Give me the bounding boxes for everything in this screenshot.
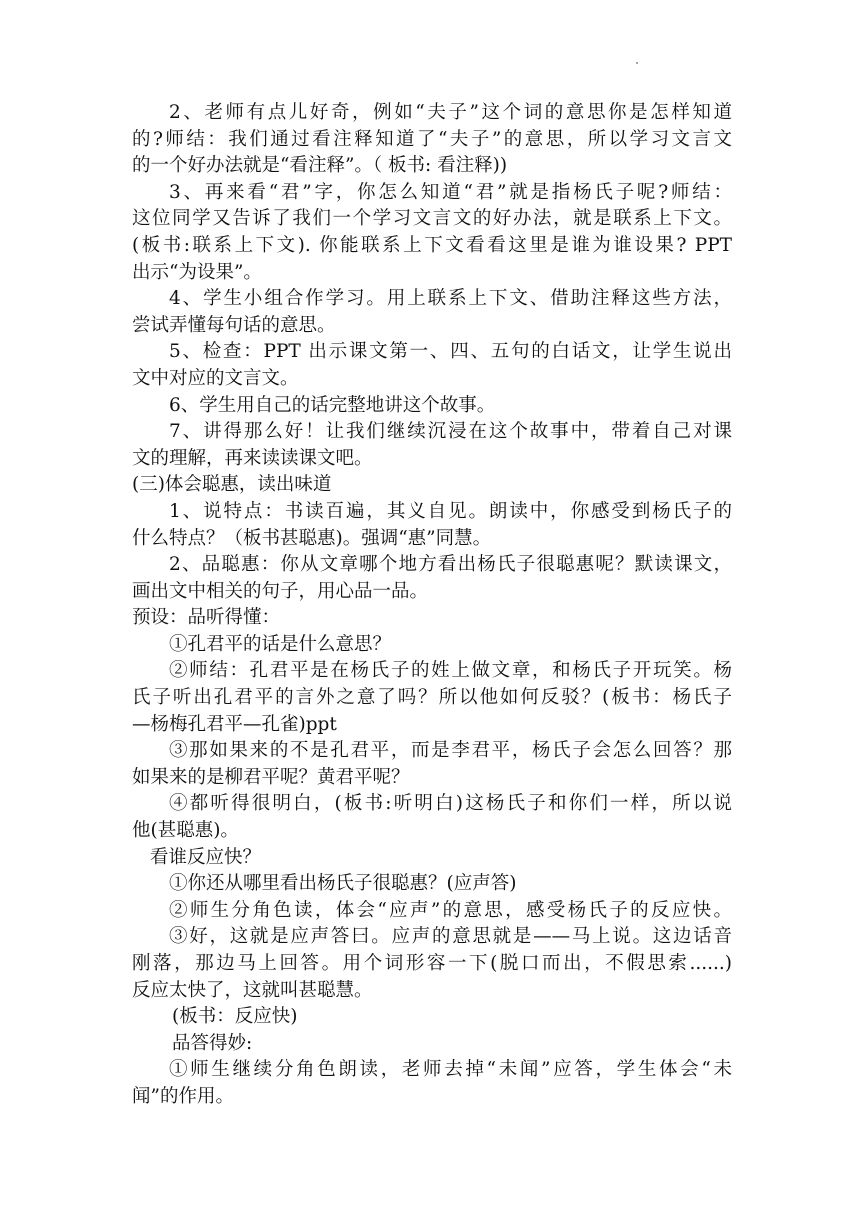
paragraph-line: (板书：反应快)	[172, 1006, 298, 1028]
paragraph-line: 反应太快了，这就叫甚聪慧。	[132, 979, 373, 1001]
paragraph-line: 预设：品听得懂：	[132, 607, 281, 629]
paragraph-line: 品答得妙:	[172, 1032, 253, 1054]
paragraph-line: 尝试弄懂每句话的意思。	[132, 314, 336, 336]
paragraph-line: ③好，这就是应声答曰。应声的意思就是——马上说。这边话音	[169, 926, 732, 948]
paragraph-line: (板书:联系上下文). 你能联系上下文看看这里是谁为谁设果? PPT	[132, 234, 732, 256]
paragraph-line: 4、学生小组合作学习。用上联系上下文、借助注释这些方法，	[169, 288, 732, 310]
paragraph-line: 7、讲得那么好！让我们继续沉浸在这个故事中，带着自己对课	[169, 421, 732, 443]
paragraph-line: ②师结：孔君平是在杨氏子的姓上做文章，和杨氏子开玩笑。杨	[169, 660, 732, 682]
paragraph-line: ③那如果来的不是孔君平，而是李君平，杨氏子会怎么回答？那	[169, 740, 732, 762]
paragraph-line: 6、学生用自己的话完整地讲这个故事。	[169, 394, 496, 416]
paragraph-line: 2、老师有点儿好奇，例如“夫子”这个词的意思你是怎样知道	[169, 102, 732, 123]
paragraph-line: 的一个好办法就是“看注释”。（ 板书: 看注释))	[132, 155, 508, 177]
paragraph-line: 什么特点？（板书甚聪惠)。强调“惠”同慧。	[132, 527, 492, 549]
paragraph-line: 文中对应的文言文。	[132, 367, 299, 389]
paragraph-line: 他(甚聪惠)。	[132, 820, 239, 842]
paragraph-line: —杨梅孔君平—孔雀)ppt	[132, 713, 337, 735]
paragraph-line: 画出文中相关的句子，用心品一品。	[132, 580, 429, 602]
page-dot	[636, 62, 638, 64]
paragraph-line: ①孔君平的话是什么意思？	[169, 633, 392, 655]
paragraph-line: 看谁反应快？	[150, 846, 262, 868]
paragraph-line: 如果来的是柳君平呢？黄君平呢？	[132, 766, 410, 788]
paragraph-line: 3、再来看“君”字，你怎么知道“君”就是指杨氏子呢?师结：	[169, 181, 732, 203]
paragraph-line: 1、说特点：书读百遍，其义自见。朗读中，你感受到杨氏子的	[169, 500, 732, 522]
paragraph-line: ①你还从哪里看出杨氏子很聪惠？(应声答)	[169, 873, 517, 895]
paragraph-line: 氏子听出孔君平的言外之意了吗？所以他如何反驳？(板书：杨氏子	[132, 687, 732, 709]
paragraph-line: ④都听得很明白，(板书:听明白)这杨氏子和你们一样，所以说	[169, 793, 732, 815]
paragraph-line: ②师生分角色读，体会“应声”的意思，感受杨氏子的反应快。	[169, 899, 732, 921]
paragraph-line: 这位同学又告诉了我们一个学习文言文的好办法，就是联系上下文。	[132, 208, 732, 230]
paragraph-line: 闻”的作用。	[132, 1085, 234, 1107]
paragraph-line: 2、品聪惠：你从文章哪个地方看出杨氏子很聪惠呢？默读课文，	[169, 554, 732, 576]
paragraph-line: ①师生继续分角色朗读，老师去掉“未闻”应答，学生体会“未	[169, 1059, 732, 1081]
paragraph-line: 5、检查：PPT 出示课文第一、四、五句的白话文，让学生说出	[169, 341, 732, 363]
paragraph-line: 出示“为设果”。	[132, 261, 262, 283]
paragraph-line: 文的理解，再来读读课文吧。	[132, 447, 373, 469]
section-heading: (三)体会聪惠，读出味道	[132, 474, 332, 496]
paragraph-line: 的?师结：我们通过看注释知道了“夫子”的意思，所以学习文言文	[132, 128, 732, 150]
document-body	[132, 100, 732, 1111]
paragraph-line: 刚落，那边马上回答。用个词形容一下(脱口而出，不假思索......)	[132, 953, 732, 974]
